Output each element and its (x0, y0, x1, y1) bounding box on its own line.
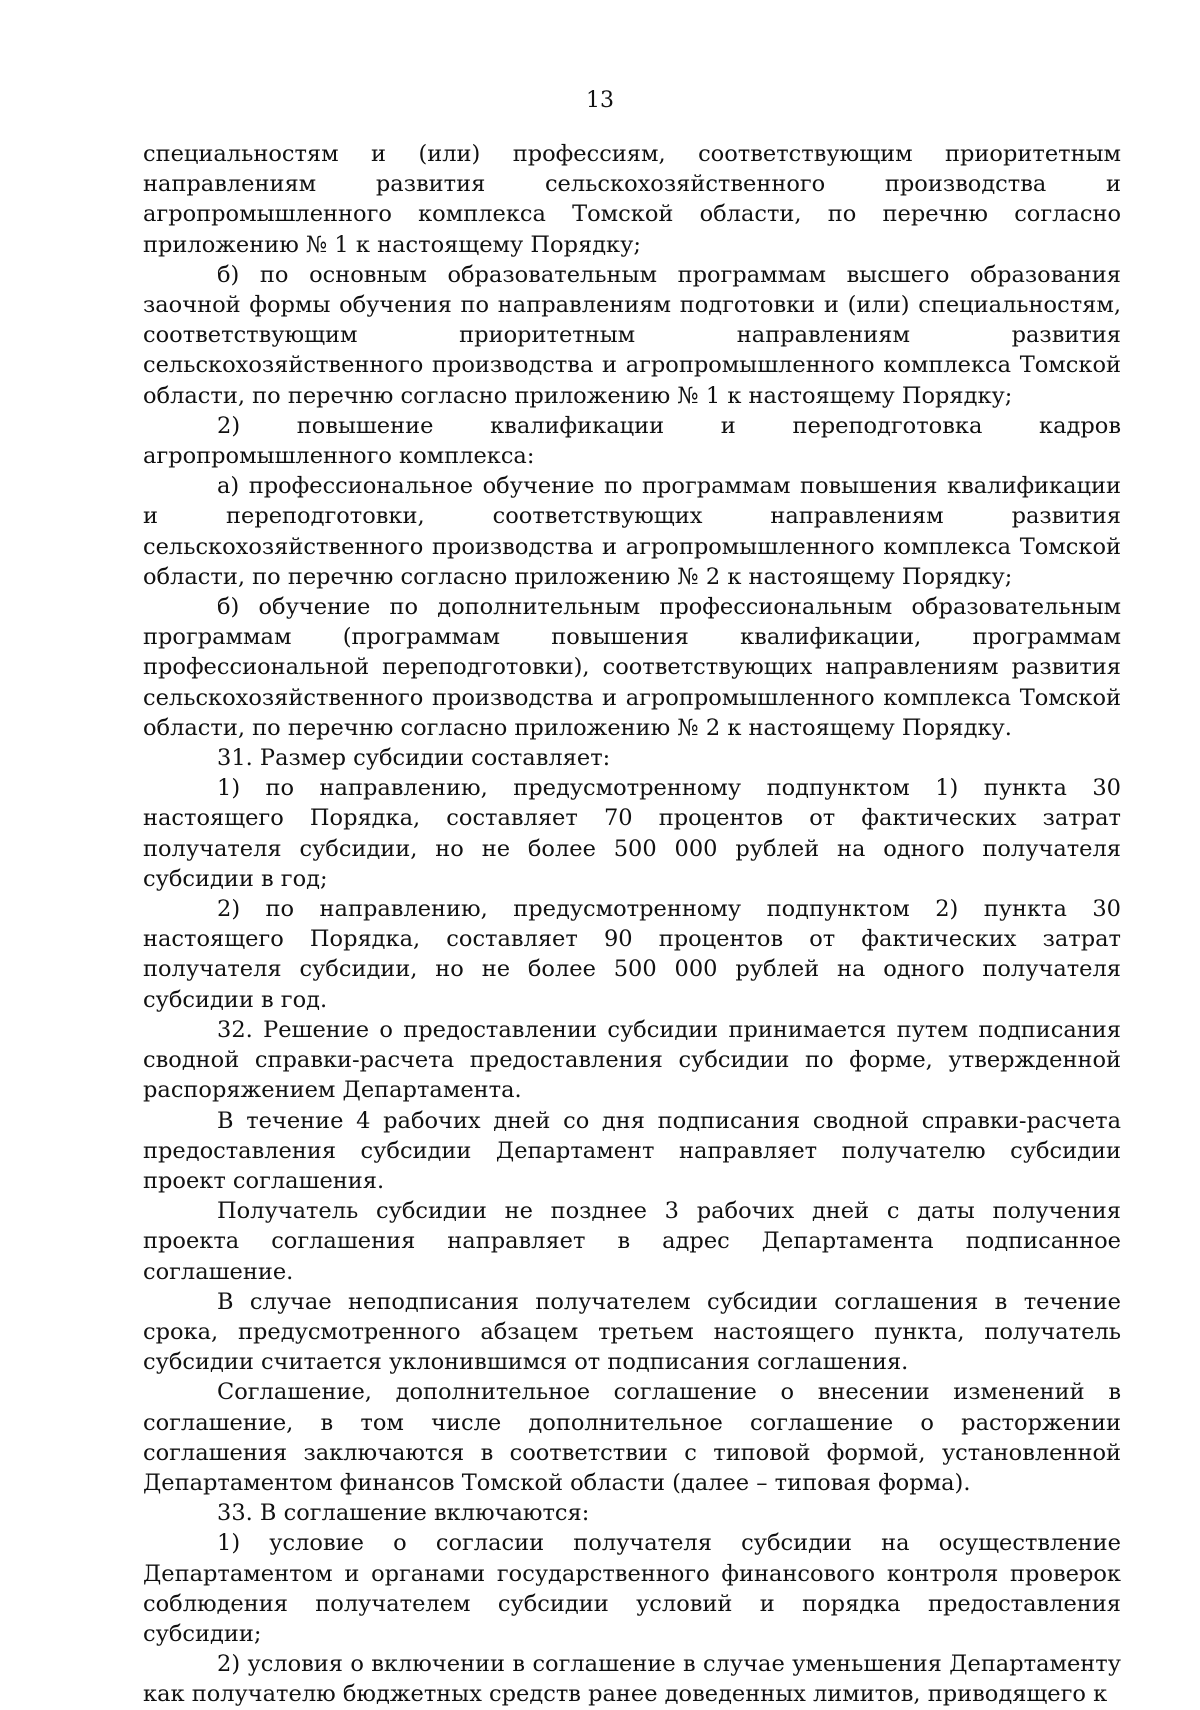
document-body (143, 139, 1121, 1710)
paragraph-clause-32-standard-form: Соглашение, дополнительное соглашение о внесении изменений в соглашение, в том числе дополнительное соглашение о расторжении соглашения заключаются в соответствии с типовой формой, установленной Департаментом финансов Томской области (далее – типовая форма). (143, 1379, 1121, 1496)
paragraph-item-b-higher-education: б) по основным образовательным программам высшего образования заочной формы обучения по направлениям подготовки и (или) специальностям, соответствующим приоритетным направлениям развития сельскохозяйственного производства и агропромышленного комплекса Томской области, по перечню согласно приложению № 1 к настоящему Порядку; (143, 261, 1121, 409)
paragraph-item-a-professional-training: а) профессиональное обучение по программам повышения квалификации и переподготовки, соответствующих направлениям развития сельскохозяйственного производства и агропромышленного комплекса Томской области, по перечню согласно приложению № 2 к настоящему Порядку; (143, 473, 1121, 590)
paragraph-clause-31: 31. Размер субсидии составляет: (217, 745, 611, 772)
paragraph-clause-32: 32. Решение о предоставлении субсидии принимается путем подписания сводной справки-расчета предоставления субсидии по форме, утвержденной распоряжением Департамента. (143, 1016, 1121, 1104)
paragraph-item-2-qualification: 2) повышение квалификации и переподготовка кадров агропромышленного комплекса: (143, 412, 1121, 470)
paragraph-continuation: специальностям и (или) профессиям, соответствующим приоритетным направлениям развития сельскохозяйственного производства и агропромышленного комплекса Томской области, по перечню согласно приложению № 1 к настоящему Порядку; (143, 141, 1121, 258)
paragraph-clause-32-evasion: В случае неподписания получателем субсидии соглашения в течение срока, предусмотренного абзацем третьем настоящего пункта, получатель субсидии считается уклонившимся от подписания соглашения. (143, 1288, 1121, 1376)
paragraph-clause-33-item-2: 2) условия о включении в соглашение в случае уменьшения Департаменту как получателю бюджетных средств ранее доведенных лимитов, приводящего к (143, 1651, 1121, 1708)
paragraph-clause-33-item-1: 1) условие о согласии получателя субсидии на осуществление Департаментом и органами государственного финансового контроля проверок соблюдения получателем субсидии условий и порядка предоставления субсидии; (143, 1530, 1121, 1647)
paragraph-clause-32-deadline: В течение 4 рабочих дней со дня подписания сводной справки-расчета предоставления субсидии Департамент направляет получателю субсидии проект соглашения. (143, 1107, 1121, 1194)
paragraph-clause-33: 33. В соглашение включаются: (217, 1500, 590, 1527)
paragraph-clause-31-item-1: 1) по направлению, предусмотренному подпунктом 1) пункта 30 настоящего Порядка, составляет 70 процентов от фактических затрат получателя субсидии, но не более 500 000 рублей на одного получателя субсидии в год; (143, 775, 1121, 892)
page-number: 13 (586, 88, 614, 113)
paragraph-clause-31-item-2: 2) по направлению, предусмотренному подпунктом 2) пункта 30 настоящего Порядка, составляет 90 процентов от фактических затрат получателя субсидии, но не более 500 000 рублей на одного получателя субсидии в год. (143, 896, 1121, 1013)
paragraph-item-b-additional-programs: б) обучение по дополнительным профессиональным образовательным программам (программам повышения квалификации, программам профессиональной переподготовки), соответствующих направлениям развития сельскохозяйственного производства и агропромышленного комплекса Томской области, по перечню согласно приложению № 2 к настоящему Порядку. (143, 594, 1121, 741)
paragraph-clause-32-recipient: Получатель субсидии не позднее 3 рабочих дней с даты получения проекта соглашения направляет в адрес Департамента подписанное соглашение. (143, 1198, 1121, 1285)
